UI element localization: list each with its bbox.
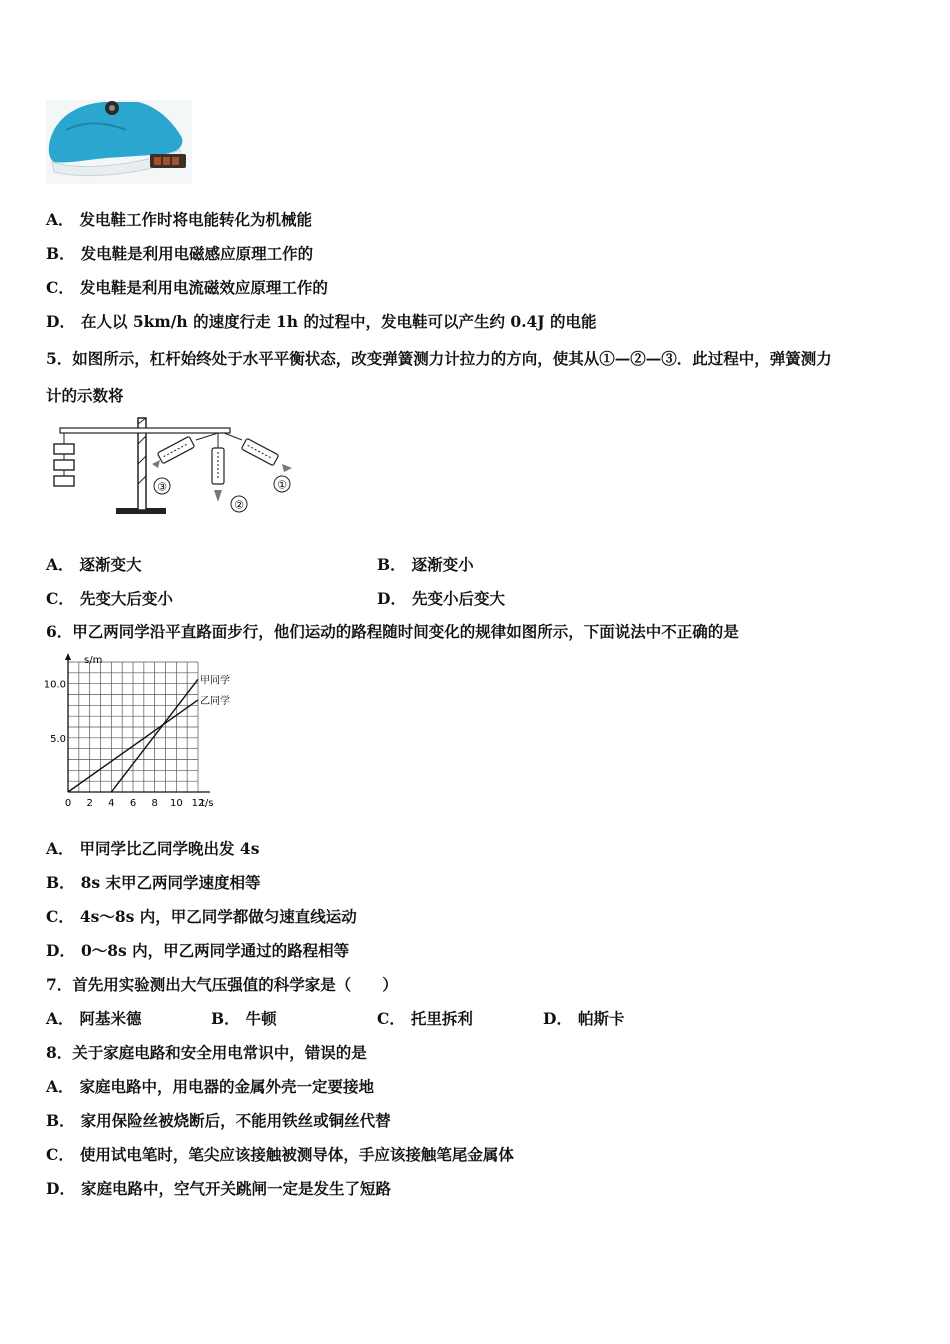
label-1: ①	[277, 478, 287, 492]
option-label: D．	[543, 1009, 572, 1028]
x-tick-label: 8	[151, 798, 158, 809]
q7-option-c	[377, 1009, 473, 1029]
option-text: 阿基米德	[79, 1009, 142, 1028]
q7-stem: 7．首先用实验测出大气压强值的科学家是（ ）	[46, 975, 398, 994]
option-text: 逐渐变小	[411, 555, 474, 574]
q7-option-b	[211, 1009, 277, 1029]
option-text: 先变小后变大	[411, 589, 505, 608]
label-3: ③	[157, 480, 167, 494]
q8-stem: 8．关于家庭电路和安全用电常识中，错误的是	[46, 1043, 367, 1062]
q6-stem: 6．甲乙两同学沿平直路面步行，他们运动的路程随时间变化的规律如图所示，下面说法中不正确的是	[46, 622, 739, 641]
q6-option-d	[46, 941, 349, 961]
q5-stem-line2: 计的示数将	[46, 386, 124, 405]
q6-option-a	[46, 839, 259, 859]
option-label: A．	[46, 210, 74, 229]
chart-svg	[40, 650, 236, 812]
q5-option-c	[46, 589, 173, 609]
label-2: ②	[234, 498, 244, 512]
option-text: 在人以 5km/h 的速度行走 1h 的过程中，发电鞋可以产生约 0.4J 的电能	[80, 312, 597, 331]
q8-option-c	[46, 1145, 514, 1165]
grid	[68, 662, 198, 792]
q4-option-d	[46, 312, 597, 332]
series-label-1: 乙同学	[200, 695, 230, 707]
option-label: B．	[46, 873, 75, 892]
option-text: 4s～8s 内，甲乙同学都做匀速直线运动	[79, 907, 357, 926]
q8-option-d	[46, 1179, 391, 1199]
x-tick-label: 10	[169, 798, 183, 809]
q8-option-b	[46, 1111, 391, 1131]
option-label: A．	[46, 839, 74, 858]
shoe-image	[46, 100, 192, 184]
lever-diagram	[46, 414, 298, 518]
option-text: 发电鞋是利用电流磁效应原理工作的	[79, 278, 328, 297]
x-tick-label: 6	[129, 798, 137, 809]
option-text: 8s 末甲乙两同学速度相等	[80, 873, 261, 892]
option-text: 帕斯卡	[577, 1009, 625, 1028]
option-label: A．	[46, 1009, 74, 1028]
x-tick-label: 4	[108, 798, 115, 809]
option-label: A．	[46, 555, 74, 574]
q5-option-a	[46, 555, 142, 575]
q7-option-a	[46, 1009, 142, 1029]
q7-option-d	[543, 1009, 624, 1029]
q6-option-b	[46, 873, 261, 893]
option-label: B．	[377, 555, 406, 574]
st-chart	[40, 650, 236, 812]
x-axis-label: t/s	[201, 798, 214, 809]
option-text: 甲同学比乙同学晚出发 4s	[79, 839, 260, 858]
option-label: B．	[46, 1111, 75, 1130]
option-label: C．	[46, 1145, 74, 1164]
option-label: A．	[46, 1077, 74, 1096]
x-tick-label: 0	[64, 798, 72, 809]
option-label: D．	[46, 941, 75, 960]
q5-option-b	[377, 555, 474, 575]
option-label: B．	[46, 244, 75, 263]
series-label-0: 甲同学	[200, 675, 230, 687]
x-tick-label: 12	[191, 798, 205, 809]
option-text: 发电鞋是利用电磁感应原理工作的	[80, 244, 314, 263]
option-label: C．	[46, 589, 74, 608]
q6-option-c	[46, 907, 357, 927]
y-tick-label: 10.0	[43, 679, 66, 691]
axes	[65, 653, 210, 792]
option-label: C．	[377, 1009, 405, 1028]
option-label: D．	[377, 589, 406, 608]
option-text: 家用保险丝被烧断后，不能用铁丝或铜丝代替	[80, 1111, 391, 1130]
option-text: 先变大后变小	[79, 589, 173, 608]
option-text: 发电鞋工作时将电能转化为机械能	[79, 210, 313, 229]
option-text: 逐渐变大	[79, 555, 142, 574]
x-tick-label: 2	[86, 798, 93, 809]
option-text: 托里拆利	[410, 1009, 473, 1028]
q5-stem-line1: 5．如图所示，杠杆始终处于水平平衡状态，改变弹簧测力计拉力的方向，使其从①—②—③．此过程中，弹簧测力	[46, 349, 832, 368]
q4-option-c	[46, 278, 328, 298]
q8-option-a	[46, 1077, 374, 1097]
option-text: 家庭电路中，用电器的金属外壳一定要接地	[79, 1077, 375, 1096]
option-label: C．	[46, 278, 74, 297]
y-axis-label: s/m	[84, 655, 103, 666]
y-tick-label: 5.0	[50, 733, 66, 745]
option-text: 家庭电路中，空气开关跳闸一定是发生了短路	[80, 1179, 391, 1198]
option-text: 牛顿	[245, 1009, 277, 1028]
q4-option-a	[46, 210, 312, 230]
y-axis-arrow	[65, 653, 71, 660]
option-label: C．	[46, 907, 74, 926]
option-label: D．	[46, 312, 75, 331]
q5-option-d	[377, 589, 505, 609]
lever-figure	[46, 414, 298, 518]
option-text: 0～8s 内，甲乙两同学通过的路程相等	[80, 941, 350, 960]
option-label: B．	[211, 1009, 240, 1028]
q4-option-b	[46, 244, 313, 264]
option-text: 使用试电笔时，笔尖应该接触被测导体，手应该接触笔尾金属体	[79, 1145, 514, 1164]
labels-group	[44, 655, 230, 809]
shoe-figure	[46, 100, 192, 184]
option-label: D．	[46, 1179, 75, 1198]
